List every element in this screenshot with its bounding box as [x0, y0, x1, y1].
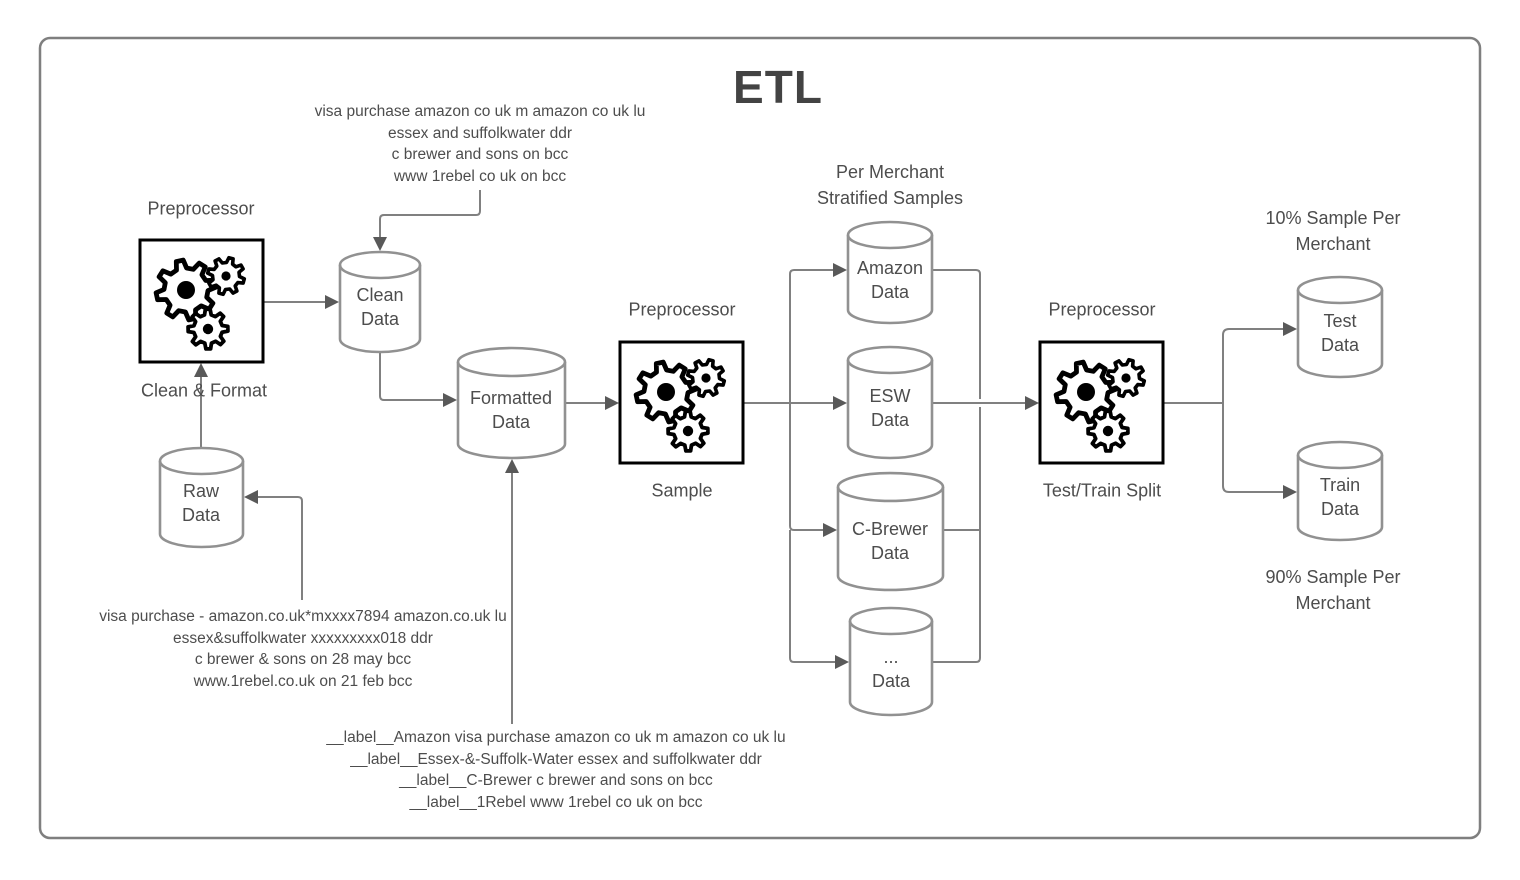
- stratified-samples-label-line1: Per Merchant: [835, 162, 945, 182]
- arrow-sample-to-other-data: [790, 530, 836, 662]
- clean-example-annotation: [315, 101, 646, 187]
- arrow-sample-to-cbrewer-data: [790, 403, 824, 530]
- processor-sample-label: Preprocessor: [628, 299, 736, 320]
- formatted-data-line1: Formatted: [469, 388, 553, 408]
- arrow-sample-to-amazon-data: [790, 270, 834, 403]
- arrow-split-to-test-data: [1223, 329, 1284, 403]
- train-sample-pct-line2: Merchant: [1295, 593, 1371, 613]
- cbrewer-data-label: [852, 517, 928, 565]
- processor-sample-caption: Sample: [651, 480, 713, 501]
- esw-data-line1: ESW: [869, 386, 911, 406]
- clean-example-line2: essex and suffolkwater ddr: [387, 124, 573, 142]
- test-data-label: [1321, 309, 1359, 357]
- formatted-data-label: [470, 386, 552, 434]
- arrow-rawexample-to-raw-data: [257, 497, 302, 600]
- test-sample-pct-line1: 10% Sample Per: [1265, 208, 1401, 228]
- raw-example-line1: visa purchase - amazon.co.uk*mxxxx7894 amazon.co.uk lu: [99, 608, 507, 625]
- diagram-title: ETL: [733, 61, 823, 113]
- arrow-cleanexample-to-clean-data: [380, 190, 480, 238]
- clean-example-line4: www 1rebel co uk on bcc: [393, 167, 567, 185]
- clean-data-label: [356, 283, 403, 331]
- clean-example-line3: c brewer and sons on bcc: [391, 146, 569, 163]
- line-amazon-data-merge: [932, 270, 980, 399]
- train-data-line1: Train: [1319, 475, 1361, 495]
- cbrewer-data-line2: Data: [870, 543, 910, 563]
- labelled-example-line2: __label__Essex-&-Suffolk-Water essex and suffolkwater ddr: [350, 750, 762, 768]
- test-data-line2: Data: [1320, 335, 1360, 355]
- other-data-label: [872, 645, 910, 693]
- processor-boxes: [140, 240, 1163, 463]
- test-data-line1: Test: [1323, 311, 1357, 331]
- raw-example-line4: www.1rebel.co.uk on 21 feb bcc: [193, 672, 413, 690]
- train-data-line2: Data: [1320, 499, 1360, 519]
- esw-data-line2: Data: [870, 410, 910, 430]
- stratified-samples-label: [817, 159, 963, 211]
- arrow-split-to-train-data: [1223, 403, 1284, 492]
- raw-data-label: [182, 479, 220, 527]
- clean-data-line1: Clean: [356, 285, 404, 305]
- test-sample-pct-line2: Merchant: [1295, 234, 1371, 254]
- test-sample-pct-label: [1265, 205, 1400, 257]
- labelled-example-annotation: [326, 727, 785, 813]
- train-sample-pct-label: [1265, 564, 1400, 616]
- raw-example-line2: essex&suffolkwater xxxxxxxxx018 ddr: [173, 629, 433, 647]
- other-data-line2: Data: [871, 671, 911, 691]
- labelled-example-line4: __label__1Rebel www 1rebel co uk on bcc: [409, 793, 703, 811]
- labelled-example-line1: __label__Amazon visa purchase amazon co uk m amazon co uk lu: [326, 729, 786, 746]
- labelled-example-line3: __label__C-Brewer c brewer and sons on bcc: [399, 772, 713, 789]
- raw-data-line1: Raw: [182, 481, 219, 501]
- amazon-data-line1: Amazon: [856, 258, 924, 278]
- cbrewer-data-line1: C-Brewer: [851, 519, 929, 539]
- amazon-data-line2: Data: [870, 282, 910, 302]
- clean-example-line1: visa purchase amazon co uk m amazon co uk lu: [314, 103, 646, 120]
- diagram-border: [40, 38, 1480, 838]
- raw-example-annotation: [99, 606, 507, 692]
- formatted-data-line2: Data: [491, 412, 531, 432]
- amazon-data-label: [857, 256, 923, 304]
- stratified-samples-label-line2: Stratified Samples: [816, 188, 964, 208]
- arrow-clean-data-to-formatted-data: [380, 352, 444, 400]
- esw-data-label: [869, 384, 910, 432]
- raw-example-line3: c brewer & sons on 28 may bcc: [194, 651, 412, 668]
- processor-clean-format-label: Preprocessor: [147, 198, 255, 219]
- processor-clean-format-caption: Clean & Format: [140, 380, 268, 401]
- train-data-label: [1320, 473, 1360, 521]
- clean-data-line2: Data: [360, 309, 400, 329]
- processor-test-train-split-label: Preprocessor: [1048, 299, 1156, 320]
- raw-data-line2: Data: [181, 505, 221, 525]
- other-data-line1: ...: [883, 647, 899, 667]
- train-sample-pct-line1: 90% Sample Per: [1265, 567, 1401, 587]
- processor-test-train-split-caption: Test/Train Split: [1042, 480, 1162, 501]
